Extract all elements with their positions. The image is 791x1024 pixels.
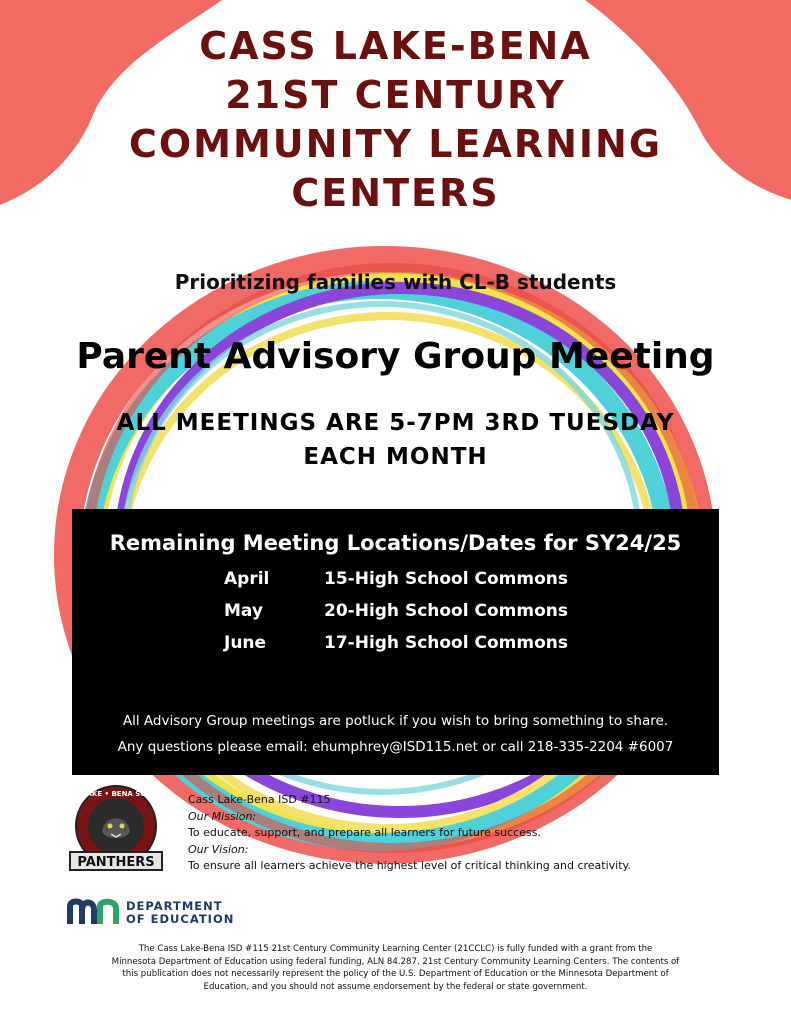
title-line: 21ST CENTURY (225, 73, 566, 117)
footer-line: Minnesota Department of Education using federal funding, ALN 84.287, 21st Century Community Learning Centers. The contents of (111, 956, 680, 967)
vision-text: To ensure all learners achieve the highest level of critical thinking and creativity. (188, 859, 631, 872)
meeting-row (224, 633, 568, 653)
meeting-month: April (224, 569, 270, 589)
subtitle: Prioritizing families with CL-B students (174, 270, 617, 294)
box-heading: Remaining Meeting Locations/Dates for SY24/25 (109, 531, 682, 555)
mn-mark-icon (68, 898, 122, 926)
mde-line-1: DEPARTMENT (126, 899, 223, 913)
meeting-detail: 17-High School Commons (324, 633, 568, 653)
title-line: COMMUNITY LEARNING (128, 122, 663, 166)
title-line: CENTERS (291, 171, 500, 215)
mission-label: Our Mission: (188, 809, 257, 823)
footer-line: this publication does not necessarily represent the policy of the U.S. Department of Education or the Minnesota Department of (122, 969, 669, 979)
mission-block (188, 792, 631, 875)
panthers-logo (59, 784, 173, 876)
meeting-month: May (224, 601, 263, 621)
mission-text: To educate, support, and prepare all learners for future success. (188, 826, 541, 839)
mde-line-2: OF EDUCATION (126, 912, 235, 926)
footer-line: Education, and you should not assume endorsement by the federal or state government. (203, 981, 588, 992)
meeting-detail: 15-High School Commons (324, 569, 568, 589)
title-line: CASS LAKE-BENA (199, 24, 592, 68)
mde-text (126, 900, 234, 926)
schedule-line: EACH MONTH (303, 444, 488, 470)
schedule-text (0, 406, 791, 474)
logo-arc-text: CASS LAKE • BENA SCHOOLS (59, 790, 173, 798)
footer-line: The Cass Lake-Bena ISD #115 21st Century Community Learning Center (21CCLC) is fully funded with a grant from the (138, 944, 653, 954)
contact-note: Any questions please email: ehumphrey@ISD115.net or call 218-335-2204 #6007 (117, 739, 674, 755)
schedule-line: ALL MEETINGS ARE 5-7PM 3RD TUESDAY (116, 410, 675, 436)
meeting-detail: 20-High School Commons (324, 601, 568, 621)
meeting-title: Parent Advisory Group Meeting (76, 336, 715, 377)
funding-disclaimer (60, 943, 731, 993)
potluck-note: All Advisory Group meetings are potluck if you wish to bring something to share. (122, 713, 669, 729)
page-title (0, 22, 791, 218)
mde-logo (68, 898, 268, 928)
meeting-month: June (224, 633, 267, 653)
logo-banner-text: PANTHERS (77, 855, 155, 870)
meeting-row (224, 569, 568, 589)
meeting-row (224, 601, 568, 621)
district-name: Cass Lake-Bena ISD #115 (188, 793, 331, 806)
meeting-dates-box (72, 509, 719, 775)
vision-label: Our Vision: (188, 842, 249, 856)
